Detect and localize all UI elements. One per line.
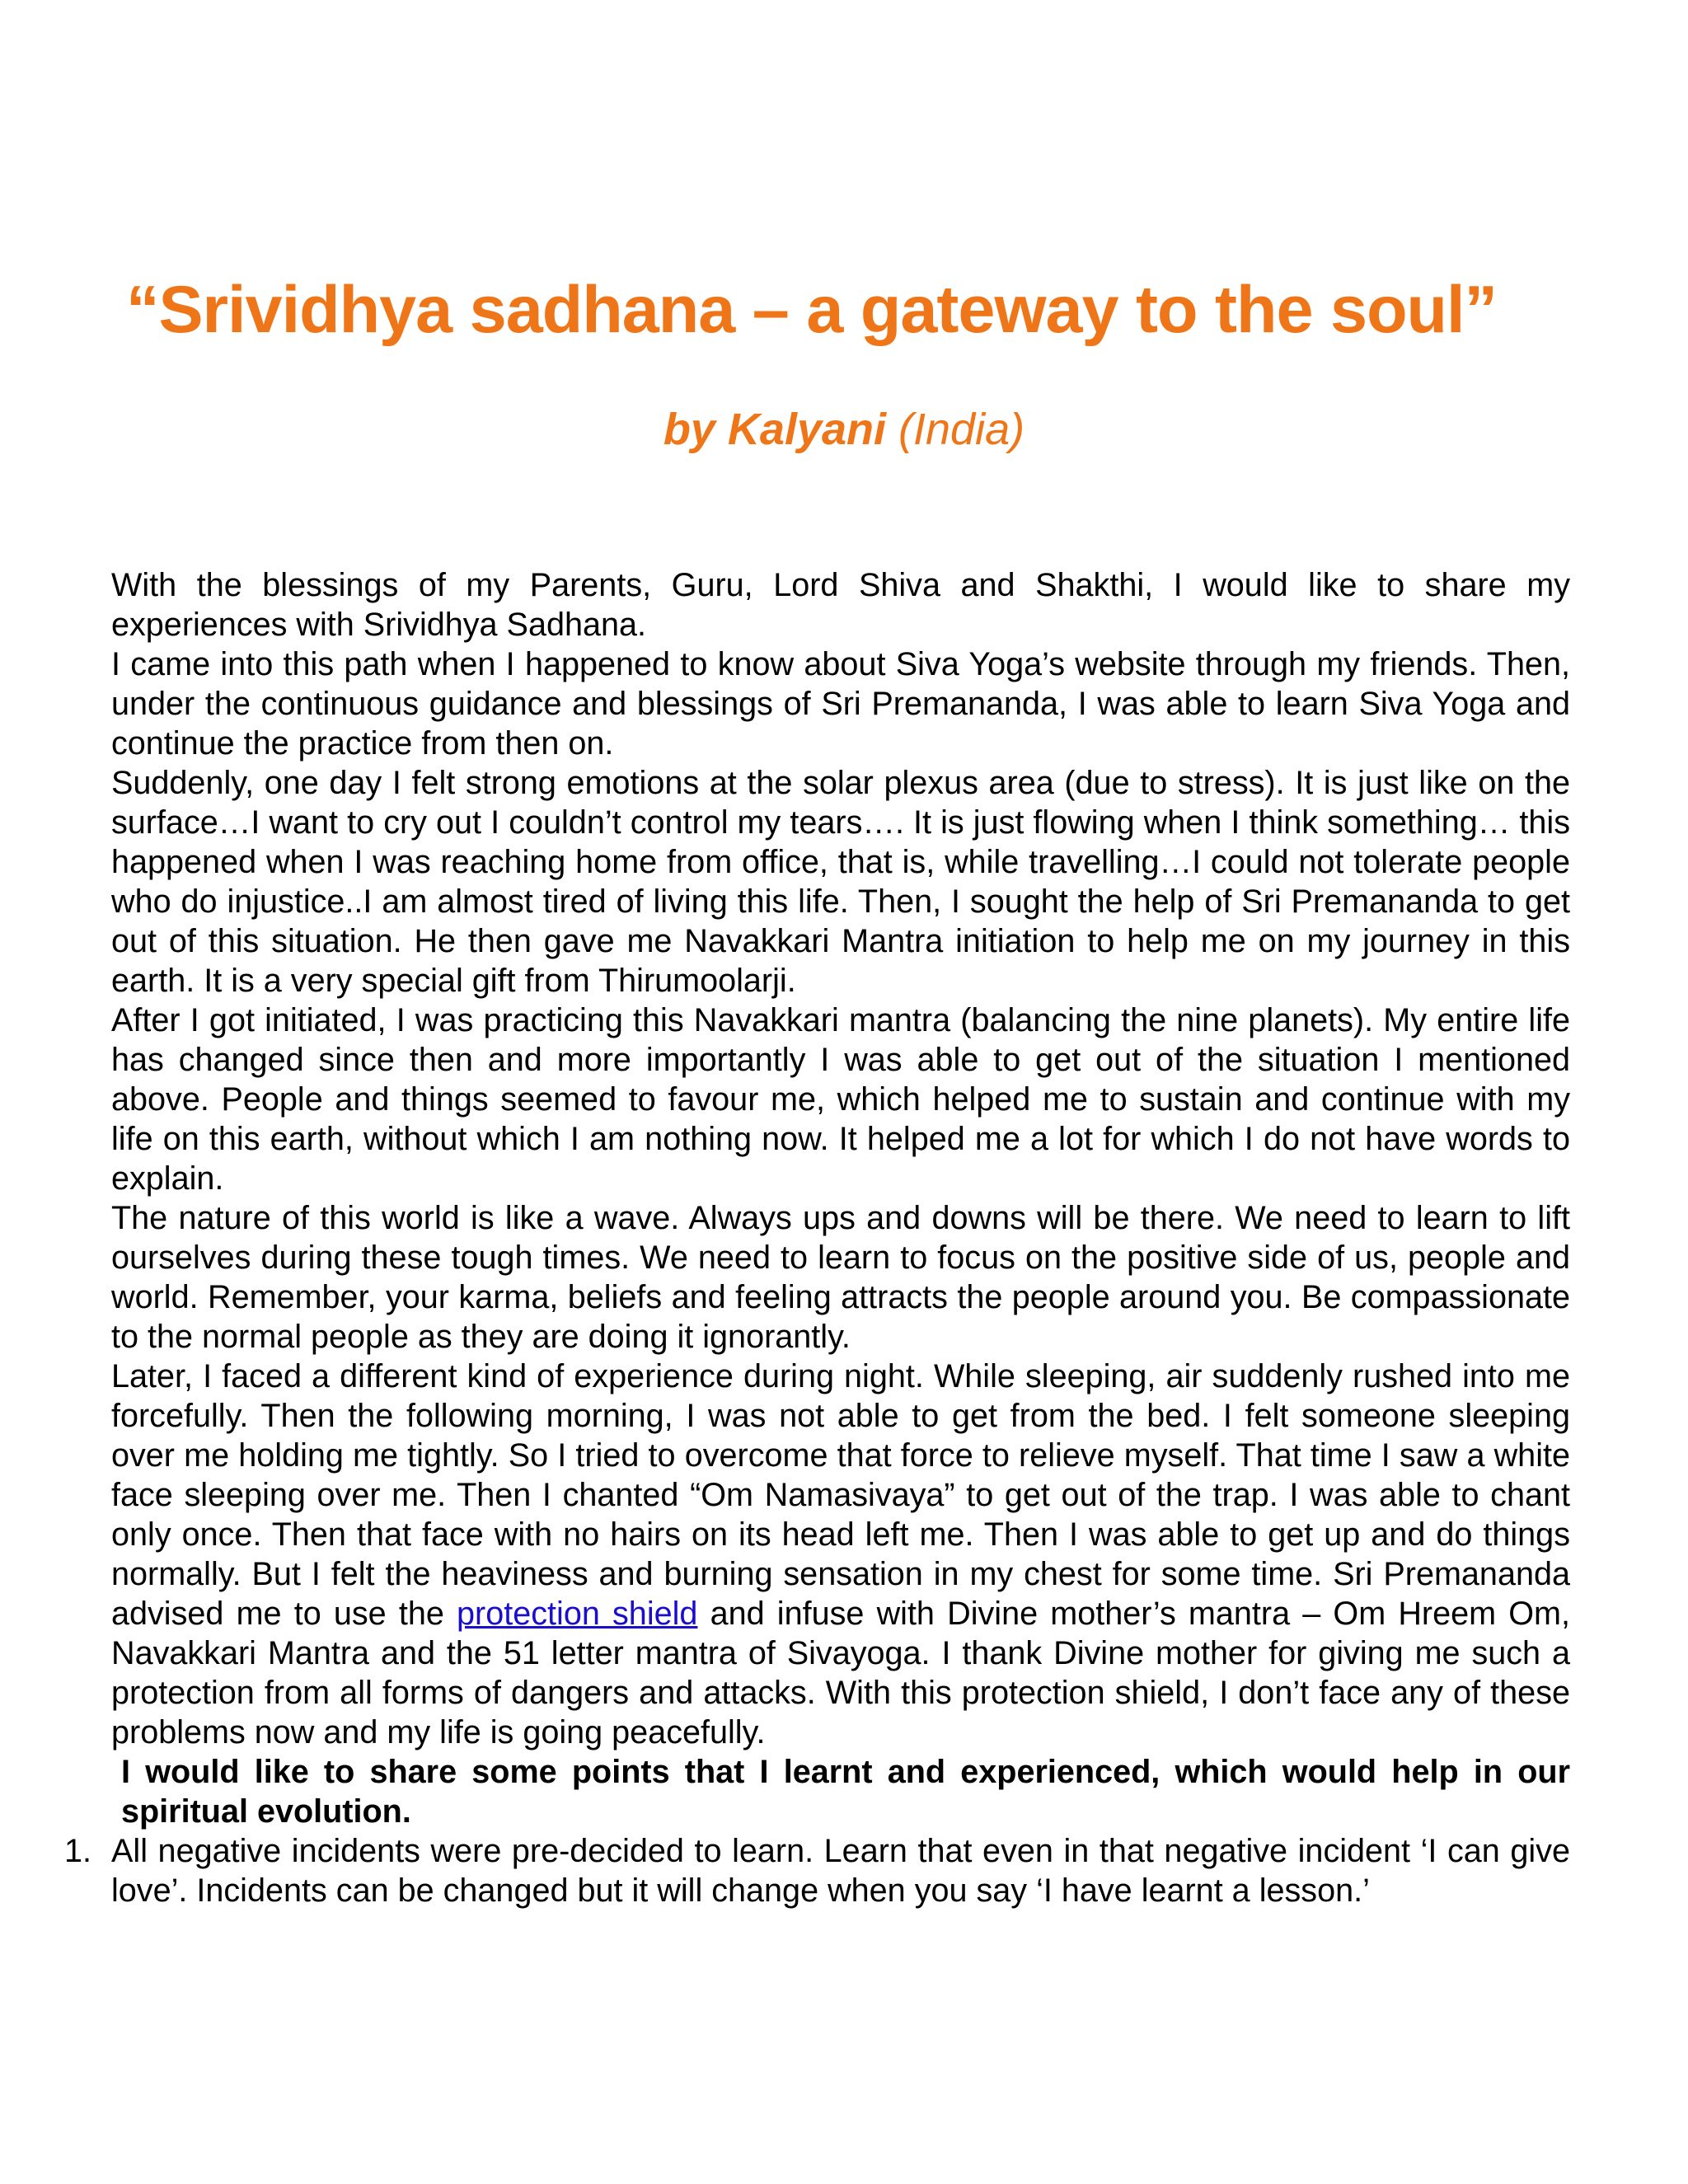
author-name: by Kalyani — [663, 405, 887, 454]
paragraph-blessings: With the blessings of my Parents, Guru, Lord Shiva and Shakthi, I would like to share my experiences with Srividhya Sadhana. — [111, 567, 1570, 643]
list-item-text: All negative incidents were pre-decided to learn. Learn that even in that negative incident ‘I can give love’. Incidents can be changed but it will change when you say ‘I have learnt a lesson.’ — [111, 1833, 1570, 1909]
list-item — [64, 1831, 1570, 1910]
points-intro: I would like to share some points that I learnt and experienced, which would help in our spiritual evolution. — [121, 1754, 1570, 1830]
paragraph-experience — [111, 1357, 1570, 1752]
points-list — [64, 1831, 1570, 1910]
paragraph-path: I came into this path when I happened to know about Siva Yoga’s website through my friends. Then, under the continuous guidance and blessings of Sri Premananda, I was able to learn Siva Yoga and continue the practice from then on. — [111, 646, 1570, 762]
byline — [0, 404, 1688, 455]
experience-text-after: and infuse with Divine mother’s mantra – Om Hreem Om, Navakkari Mantra and the 51 letter mantra of Sivayoga. I thank Divine mother for giving me such a protection from all forms of dangers and attacks. With this protection shield, I don’t face any of these problems now and my life is going peacefully. — [111, 1596, 1571, 1750]
paragraph-emotions: Suddenly, one day I felt strong emotions at the solar plexus area (due to stress). It is just like on the surface…I want to cry out I couldn’t control my tears…. It is just flowing when I think something… this happened when I was reaching home from office, that is, while travelling…I could not tolerate people who do injustice..I am almost tired of living this life. Then, I sought the help of Sri Premananda to get out of this situation. He then gave me Navakkari Mantra initiation to help me on my journey in this earth. It is a very special gift from Thirumoolarji. — [111, 765, 1570, 999]
experience-text-before: Later, I faced a different kind of experience during night. While sleeping, air suddenly rushed into me forcefully. Then the following morning, I was not able to get from the bed. I felt someone sleeping over me holding me tightly. So I tried to overcome that force to relieve myself. That time I saw a white face sleeping over me. Then I chanted “Om Namasivaya” to get out of the trap. I was able to chant only once. Then that face with no hairs on its head left me. Then I was able to get up and do things normally. But I felt the heaviness and burning sensation in my chest for some time. Sri Premananda advised me to use the — [111, 1358, 1570, 1632]
list-item-number: 1. — [64, 1833, 92, 1869]
author-country: (India) — [898, 405, 1025, 454]
protection-shield-link[interactable]: protection shield — [457, 1596, 698, 1632]
article-title: “Srividhya sadhana – a gateway to the soul” — [126, 273, 1498, 347]
paragraph-initiation: After I got initiated, I was practicing this Navakkari mantra (balancing the nine planets). My entire life has changed since then and more importantly I was able to get out of the situation I mentioned above. People and things seemed to favour me, which helped me to sustain and continue with my life on this earth, without which I am nothing now. It helped me a lot for which I do not have words to explain. — [111, 1002, 1570, 1197]
article-body — [64, 565, 1571, 1910]
paragraph-wave: The nature of this world is like a wave. Always ups and downs will be there. We need to learn to lift ourselves during these tough times. We need to learn to focus on the positive side of us, people and world. Remember, your karma, beliefs and feeling attracts the people around you. Be compassionate to the normal people as they are doing it ignorantly. — [111, 1200, 1570, 1355]
